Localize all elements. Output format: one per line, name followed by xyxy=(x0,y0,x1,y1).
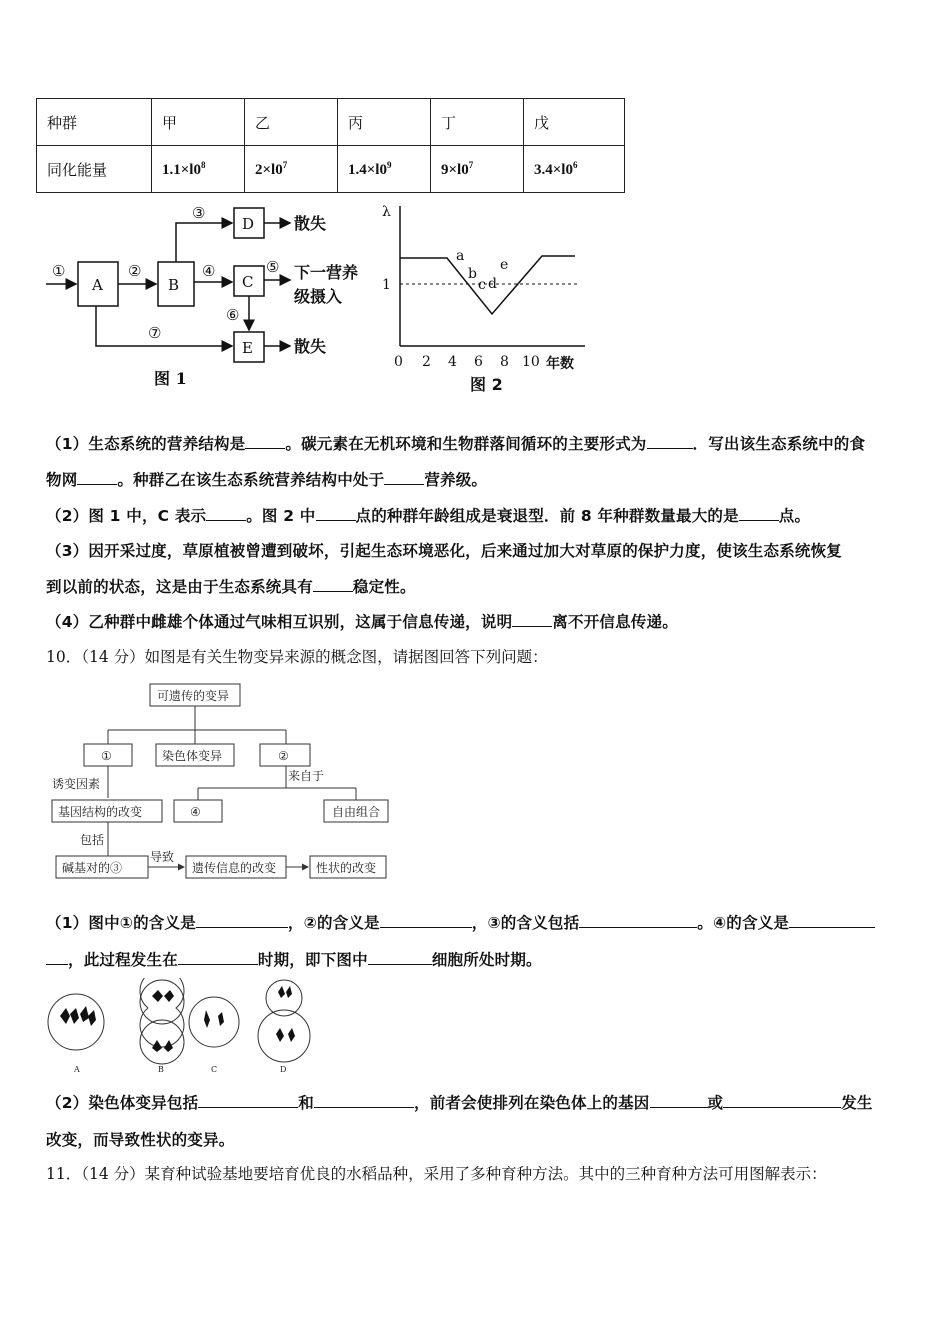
x-tick: 4 xyxy=(448,354,457,370)
answer-blank[interactable] xyxy=(739,505,779,522)
lost-label: 散失 xyxy=(294,214,327,233)
y-axis-label: λ xyxy=(382,204,391,220)
table-header-cell: 种群 xyxy=(37,99,152,146)
q10-part2-line1: （2）染色体变异包括 和 ，前者会使排列在染色体上的基因 或 发生 xyxy=(46,1091,873,1113)
answer-blank[interactable] xyxy=(380,912,472,929)
table-row-label: 同化能量 xyxy=(37,146,152,193)
x-tick: 8 xyxy=(500,354,509,370)
cell-D xyxy=(266,980,302,1016)
q9-part1-line1: （1）生态系统的营养结构是 。碳元素在无机环境和生物群落间循环的主要形式为 ．写出该生态系统中的食 xyxy=(46,432,865,454)
q9-part3-line1: （3）因开采过度，草原植被曾遭到破坏，引起生态环境恶化，后来通过加大对草原的保护力度，使该生态系统恢复 xyxy=(46,542,842,560)
arrow-label: ① xyxy=(52,262,66,280)
table-header-cell: 戊 xyxy=(524,99,625,146)
concept-free: 自由组合 xyxy=(332,805,381,819)
answer-blank[interactable] xyxy=(313,576,353,593)
table-cell: $9\times l0^7$ xyxy=(431,146,524,193)
next-trophic-label: 下一营养 xyxy=(294,263,359,282)
answer-blank[interactable] xyxy=(245,433,285,450)
x-tick: 0 xyxy=(394,354,403,370)
answer-blank[interactable] xyxy=(512,611,552,628)
lambda-chart xyxy=(370,196,610,396)
concept-node-2: ② xyxy=(278,749,289,763)
q11-title: 11．（14 分）某育种试验基地要培育优良的水稻品种，采用了多种育种方法。其中的三种育种方法可用图解表示： xyxy=(46,1165,827,1183)
table-header-cell: 乙 xyxy=(245,99,338,146)
answer-blank[interactable] xyxy=(650,1092,708,1109)
x-tick: 10 xyxy=(522,354,540,370)
concept-base-pair: 碱基对的③ xyxy=(62,861,123,875)
concept-node-1: ① xyxy=(101,749,112,763)
point-label: e xyxy=(500,257,509,273)
cell-B xyxy=(140,978,184,1047)
lost-label: 散失 xyxy=(294,337,327,356)
arrow-label: ④ xyxy=(202,262,216,280)
answer-blank[interactable] xyxy=(368,949,432,966)
concept-from: 来自于 xyxy=(288,769,325,783)
arrow-label: ③ xyxy=(192,204,206,222)
cell-label: B xyxy=(158,1065,164,1074)
table-header-cell: 丙 xyxy=(338,99,431,146)
answer-blank[interactable] xyxy=(196,912,288,929)
table-header-cell: 甲 xyxy=(152,99,245,146)
table-cell: $1.4\times l0^9$ xyxy=(338,146,431,193)
arrow-label: ⑦ xyxy=(148,324,162,342)
table-header-row xyxy=(37,99,625,146)
population-energy-table xyxy=(36,98,625,193)
answer-blank[interactable] xyxy=(579,912,697,929)
answer-blank[interactable] xyxy=(178,949,258,966)
figure-caption: 图 2 xyxy=(470,375,503,394)
cell-label: D xyxy=(280,1065,287,1074)
point-label: c xyxy=(478,277,486,293)
point-label: a xyxy=(456,248,465,264)
arrow-label: ⑤ xyxy=(266,258,280,276)
table-cell: $1.1\times l0^8$ xyxy=(152,146,245,193)
q9-part2: （2）图 1 中，C 表示 。图 2 中 点的种群年龄组成是衰退型．前 8 年种群数量最大的是 点。 xyxy=(46,504,810,526)
q10-part2-line2: 改变，而导致性状的变异。 xyxy=(46,1131,235,1149)
cell-C xyxy=(189,997,239,1047)
node-A: A xyxy=(92,276,103,294)
q9-part1-line2: 物网 。种群乙在该生态系统营养结构中处于 营养级。 xyxy=(46,468,487,490)
concept-include: 包括 xyxy=(80,833,105,847)
cell-division-figure xyxy=(40,978,340,1078)
point-label: d xyxy=(488,276,497,292)
concept-lead: 导致 xyxy=(150,850,175,864)
q10-part1-line2: ，此过程发生在 时期，即下图中 细胞所处时期。 xyxy=(46,948,542,970)
answer-blank[interactable] xyxy=(723,1092,841,1109)
node-E: E xyxy=(242,339,253,357)
answer-blank[interactable] xyxy=(314,1092,414,1109)
variation-concept-map xyxy=(46,678,396,883)
answer-blank[interactable] xyxy=(647,433,693,450)
q10-part1-line1: （1）图中①的含义是 ，②的含义是 ，③的含义包括 。④的含义是 xyxy=(46,911,875,933)
table-row xyxy=(37,146,625,193)
node-D: D xyxy=(242,215,255,233)
x-tick: 6 xyxy=(474,354,483,370)
concept-root: 可遗传的变异 xyxy=(157,689,230,703)
q9-part4: （4）乙种群中雌雄个体通过气味相互识别，这属于信息传递，说明 离不开信息传递。 xyxy=(46,610,678,632)
next-trophic-label: 级摄入 xyxy=(294,287,343,306)
arrow-label: ② xyxy=(128,262,142,280)
energy-flow-diagram xyxy=(40,196,370,396)
table-cell: $3.4\times l0^6$ xyxy=(524,146,625,193)
x-axis-label: 年数 xyxy=(546,356,574,372)
cell-label: A xyxy=(74,1065,80,1074)
concept-trait-change: 性状的改变 xyxy=(316,861,377,875)
q9-part3-line2: 到以前的状态，这是由于生态系统具有 稳定性。 xyxy=(46,575,416,597)
node-C: C xyxy=(242,273,254,291)
answer-blank[interactable] xyxy=(46,949,68,966)
concept-chromosome: 染色体变异 xyxy=(162,749,223,763)
answer-blank[interactable] xyxy=(77,469,117,486)
y-tick: 1 xyxy=(382,277,391,293)
x-tick: 2 xyxy=(422,354,431,370)
q10-title: 10．（14 分）如图是有关生物变异来源的概念图，请据图回答下列问题： xyxy=(46,648,548,666)
concept-node-4: ④ xyxy=(190,805,201,819)
concept-induce: 诱变因素 xyxy=(52,777,101,791)
node-B: B xyxy=(168,276,180,294)
arrow-label: ⑥ xyxy=(226,306,240,324)
table-header-cell: 丁 xyxy=(431,99,524,146)
table-cell: $2\times l0^7$ xyxy=(245,146,338,193)
answer-blank[interactable] xyxy=(198,1092,298,1109)
point-label: b xyxy=(468,266,477,282)
answer-blank[interactable] xyxy=(316,505,356,522)
cell-label: C xyxy=(211,1065,218,1074)
cell-A xyxy=(48,994,104,1050)
concept-info-change: 遗传信息的改变 xyxy=(192,861,277,875)
figure-caption: 图 1 xyxy=(154,369,187,388)
concept-gene-change: 基因结构的改变 xyxy=(58,805,143,819)
answer-blank[interactable] xyxy=(206,505,246,522)
answer-blank[interactable] xyxy=(789,912,875,929)
answer-blank[interactable] xyxy=(384,469,424,486)
